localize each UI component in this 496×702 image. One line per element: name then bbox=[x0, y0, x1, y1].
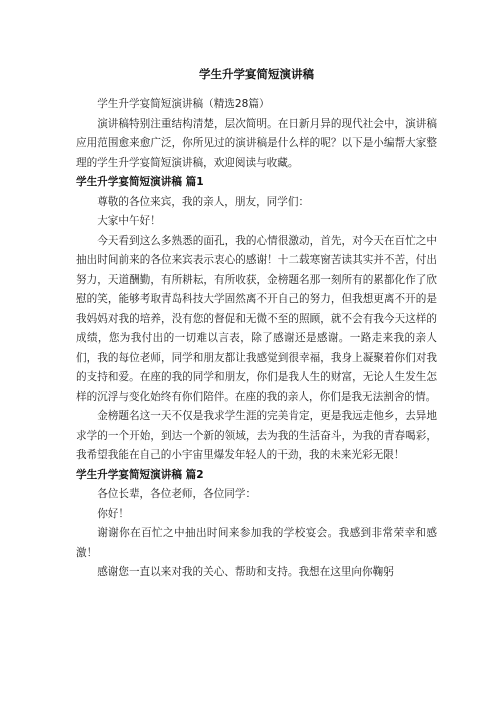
salutation-line: 大家中午好！ bbox=[97, 215, 161, 227]
body-paragraph: 感谢您一直以来对我的关心、帮助和支持。我想在这里向你鞠躬 bbox=[97, 566, 394, 578]
body-paragraph: 谢谢你在百忙之中抽出时间来参加我的学校宴会。我感到非常荣幸和感激！ bbox=[76, 527, 437, 559]
section-heading-1: 学生升学宴简短演讲稿 篇1 bbox=[76, 176, 204, 188]
section-heading-2: 学生升学宴简短演讲稿 篇2 bbox=[76, 468, 204, 481]
salutation-line: 你好！ bbox=[97, 507, 129, 520]
document-subtitle: 学生升学宴简短演讲稿（精选28篇） bbox=[97, 98, 270, 110]
greeting-line: 尊敬的各位来宾，我的亲人，朋友，同学们： bbox=[97, 195, 310, 208]
intro-paragraph: 演讲稿特别注重结构清楚，层次简明。在日新月异的现代社会中，演讲稿应用范围愈来愈广泛，你所见过的演讲稿是什么样的呢？以下是小编帮大家整理的学生升学宴简短演讲稿，欢迎阅读与收藏。 bbox=[76, 117, 437, 169]
greeting-line: 各位长辈，各位老师，各位同学： bbox=[97, 488, 257, 500]
document-title: 学生升学宴简短演讲稿 bbox=[199, 67, 314, 81]
body-paragraph: 金榜题名这一天不仅是我求学生涯的完美肯定，更是我远走他乡，去异地求学的一个开始，到达一个新的领域，去为我的生活奋斗，为我的青春喝彩，我希望我能在自己的小宇宙里爆发年轻人的干劲，我的未来光彩无限！ bbox=[76, 410, 437, 461]
body-paragraph: 今天看到这么多熟悉的面孔，我的心情很激动，首先，对今天在百忙之中抽出时间前来的各位来宾表示衷心的感谢！十二载寒窗苦读其实并不苦，付出努力，天道酬勤，有所耕耘，有所收获，金榜题名那一刻所有的累都化作了欣慰的笑，能够考取青岛科技大学固然离不开自己的努力，但我想更离不开的是我妈妈对我的培养，没有您的督促和无微不至的照顾，就不会有我今天这样的成绩，您为我付出的一切难以言表，除了感谢还是感谢。一路走来我的亲人们，我的每位老师，同学和朋友都让我感觉到很幸福，我身上凝聚着你们对我的支持和爱。在座的我的同学和朋友，你们是我人生的财富，无论人生发生怎样的沉浮与变化始终有你们陪伴。在座的我的亲人，你们是我无法割舍的情。 bbox=[76, 234, 437, 403]
